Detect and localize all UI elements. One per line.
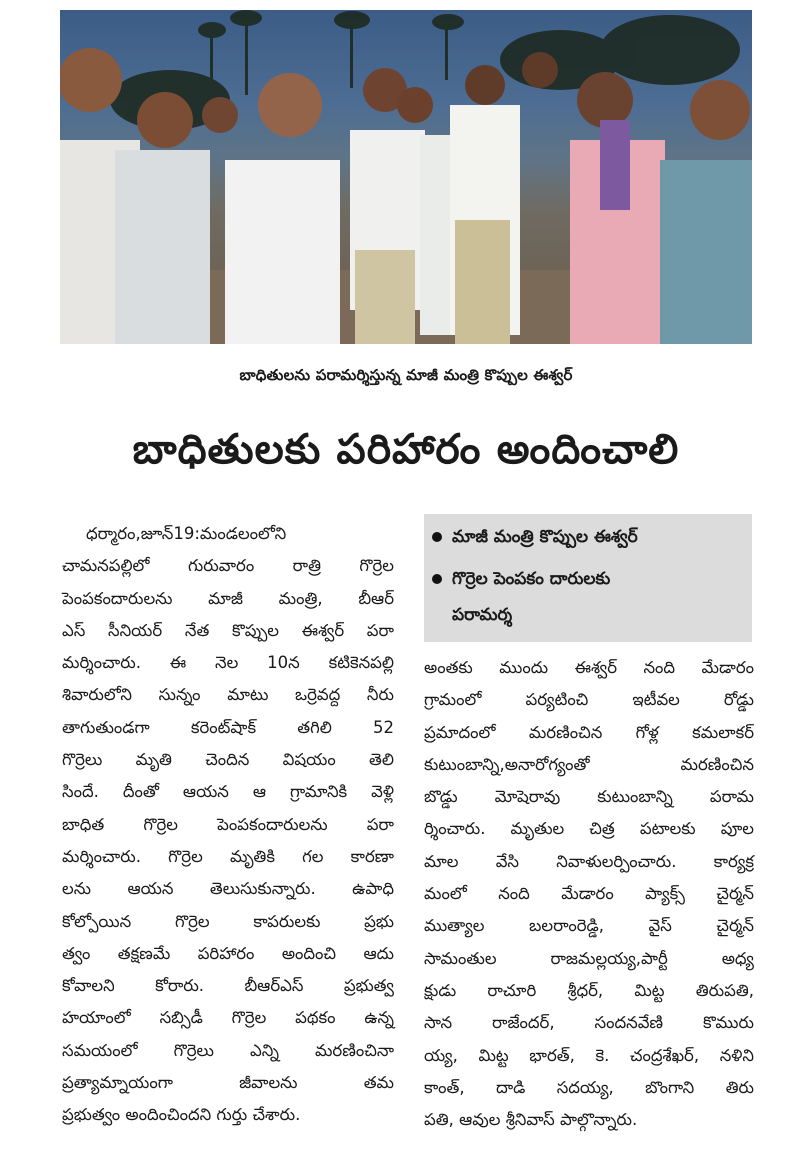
text-line: మంలో నంది మేడారం ప్యాక్స్ చైర్మన్ [424, 884, 754, 904]
text-line: గొర్రెలు మృతి చెందిన విషయం తెలి [62, 750, 394, 770]
text-line: సిందే. దీంతో ఆయన ఆ గ్రామానికి వెళ్లి [62, 782, 394, 802]
text-line: ధర్మారం,జూన్19:మండలంలోని [86, 524, 287, 543]
text-line: సమయంలో గొర్రెలు ఎన్ని మరణించినా [62, 1040, 394, 1060]
article-right-column [424, 652, 754, 1136]
text-line: కాంత్, దాడి సదయ్య, బొంగాని తిరు [424, 1077, 754, 1097]
text-line: హయాంలో సబ్సిడీ గొర్రెల పథకం ఉన్న [62, 1008, 394, 1028]
text-line: సాన రాజేందర్, సందనవేణి కొమురు [424, 1013, 754, 1033]
text-line: య్య, మిట్ట భారత్, కె. చంద్రశేఖర్, నళిని [424, 1045, 754, 1065]
text-line: కోల్పోయిన గొర్రెల కాపరులకు ప్రభు [62, 911, 394, 931]
text-line: కోవాలని కోరారు. బీఆర్ఎస్ ప్రభుత్వ [62, 976, 394, 996]
text-line: పెంపకందారులను మాజీ మంత్రి, బీఆర్ [62, 588, 394, 608]
text-line: మర్శించారు. ఈ నెల 10న కటికెనపల్లి [62, 653, 394, 673]
text-line: గ్రామంలో పర్యటించి ఇటీవల రోడ్డు [424, 690, 754, 710]
text-line: శివారులోని సున్నం మాటు ఒర్రెవద్ద నీరు [62, 685, 394, 705]
bullet-icon [432, 532, 442, 542]
text-line: తాగుతుండగా కరెంట్‌షాక్ తగిలి 52 [62, 717, 394, 737]
highlight-text-2: గొర్రెల పెంపకం దారులకు [452, 569, 611, 589]
text-line: అంతకు ముందు ఈశ్వర్ నంది మేడారం [424, 658, 754, 677]
text-line: సామంతుల రాజమల్లయ్య,పార్టీ అధ్య [424, 948, 754, 968]
text-line: బాధిత గొర్రెల పెంపకందారులను పరా [62, 814, 394, 834]
highlight-item-2 [432, 564, 610, 594]
headline: బాధితులకు పరిహారం అందించాలి [132, 425, 680, 473]
article-left-column [62, 518, 394, 1132]
text-line: పతి, ఆవుల శ్రీనివాస్ పాల్గొన్నారు. [424, 1110, 638, 1130]
text-line: చామనపల్లిలో గురువారం రాత్రి గొర్రెల [62, 556, 394, 576]
text-line: లను ఆయన తెలుసుకున్నారు. ఉపాధి [62, 879, 394, 899]
text-line: కుటుంబాన్ని,అనారోగ్యంతో మరణించిన [424, 754, 754, 774]
text-line: ప్రభుత్వం అందించిందని గుర్తు చేశారు. [62, 1105, 301, 1125]
photo-caption: బాధితులను పరామర్శిస్తున్న మాజీ మంత్రి కొప్పుల ఈశ్వర్ [239, 366, 573, 384]
highlight-item-1 [432, 522, 638, 552]
text-line: మర్శించారు. గొర్రెల మృతికి గల కారణా [62, 846, 394, 866]
highlight-box [424, 514, 752, 642]
bullet-icon [432, 574, 442, 584]
group-photo-icon [60, 10, 752, 344]
highlight-text-1: మాజీ మంత్రి కొప్పుల ఈశ్వర్ [452, 527, 638, 547]
news-photo [60, 10, 752, 344]
text-line: ఎస్ సీనియర్ నేత కొప్పుల ఈశ్వర్ పరా [62, 620, 394, 640]
text-line: త్వం తక్షణమే పరిహారం అందించి ఆదు [62, 943, 394, 963]
text-line: ప్రమాదంలో మరణించిన గోళ్ల కమలాకర్ [424, 722, 754, 742]
text-line: ర్శించారు. మృతుల చిత్ర పటాలకు పూల [424, 819, 754, 839]
text-line: బొడ్డు మోషెరావు కుటుంబాన్ని పరామ [424, 787, 754, 807]
text-line: ముత్యాల బలరాంరెడ్డి, వైస్ చైర్మన్ [424, 916, 754, 936]
highlight-text-2-cont: పరామర్శ [452, 605, 513, 625]
text-line: క్షుడు రాచూరి శ్రీధర్, మిట్ట తిరుపతి, [424, 980, 754, 1000]
text-line: ప్రత్యామ్నాయంగా జీవాలను తమ [62, 1073, 394, 1093]
text-line: మాల వేసి నివాళులర్పించారు. కార్యక్ర [424, 851, 754, 871]
